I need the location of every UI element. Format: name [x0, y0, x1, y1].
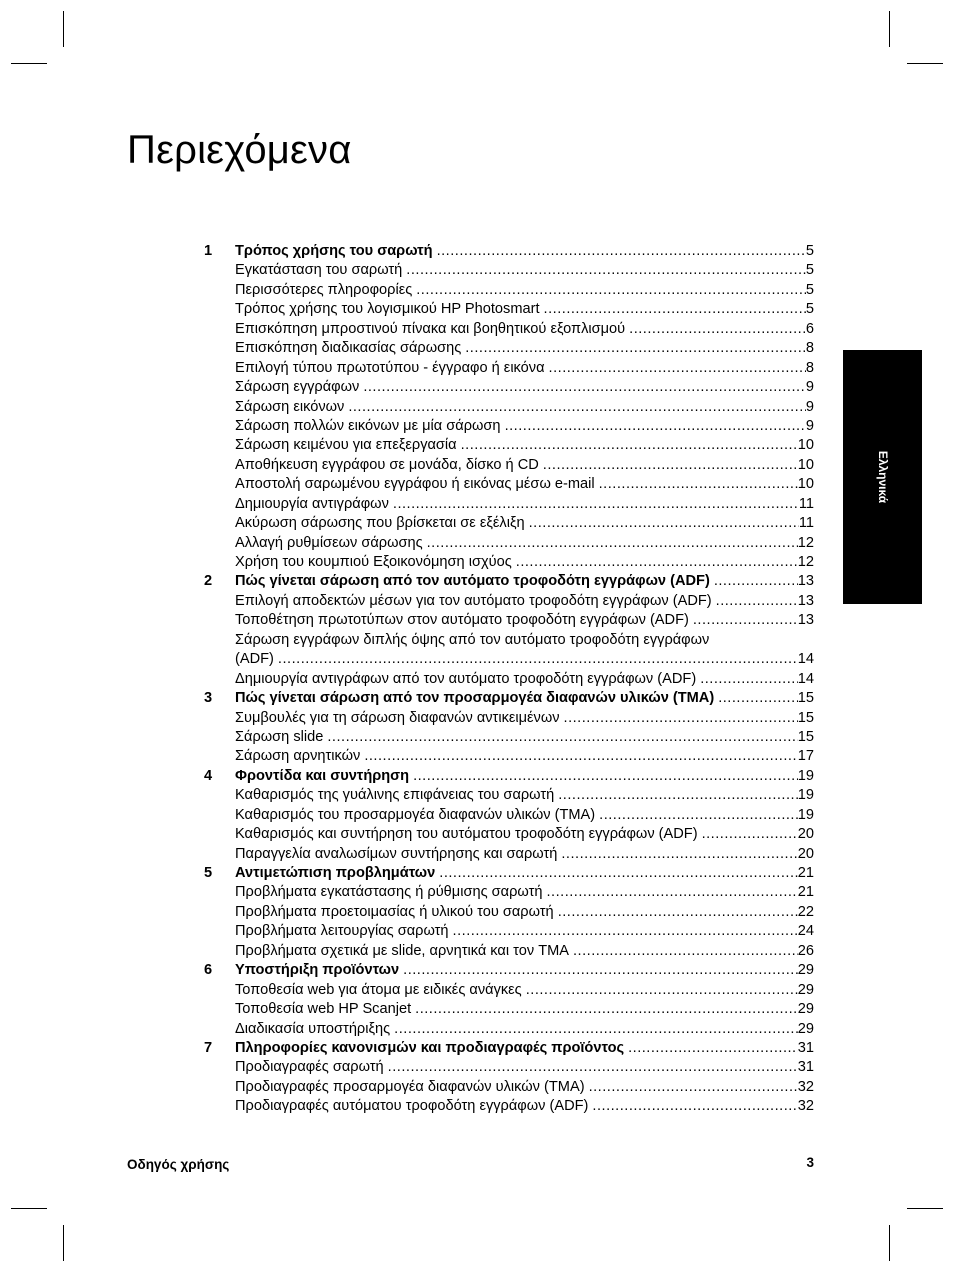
toc-row[interactable] — [204, 670, 814, 689]
toc-entry — [235, 261, 814, 280]
toc-entry-label: Προβλήματα προετοιμασίας ή υλικού του σαρωτή — [235, 903, 554, 920]
toc-entry — [235, 1020, 814, 1039]
toc-entry-label: Επιλογή αποδεκτών μέσων για τον αυτόματο τροφοδότη εγγράφων (ADF) — [235, 592, 712, 609]
toc-entry — [235, 339, 814, 358]
toc-entry — [235, 553, 814, 572]
toc-dot-leader — [712, 592, 798, 611]
toc-chapter-number: 6 — [204, 962, 213, 979]
toc-dot-leader — [542, 883, 797, 902]
toc-entry — [235, 747, 814, 766]
crop-mark — [11, 1208, 47, 1209]
toc-row[interactable] — [204, 320, 814, 339]
toc-page-number: 14 — [797, 670, 814, 687]
toc-entry — [235, 786, 814, 805]
toc-row[interactable] — [204, 631, 814, 650]
toc-page-number: 5 — [805, 243, 814, 259]
toc-entry — [235, 436, 814, 455]
toc-dot-leader — [433, 242, 806, 261]
toc-page-number: 26 — [797, 942, 814, 959]
toc-entry-label: Αποστολή σαρωμένου εγγράφου ή εικόνας μέσω e-mail — [235, 476, 595, 493]
toc-page-number: 20 — [797, 845, 814, 862]
toc-dot-leader — [360, 747, 797, 766]
toc-entry — [235, 242, 814, 261]
toc-entry — [235, 514, 814, 533]
toc-chapter-row[interactable] — [204, 242, 814, 261]
toc-chapter-number: 4 — [204, 767, 213, 784]
toc-row[interactable] — [204, 514, 814, 533]
toc-page-number: 10 — [797, 437, 814, 454]
toc-row[interactable] — [204, 709, 814, 728]
toc-page-number: 22 — [797, 903, 814, 920]
toc-page-number: 19 — [797, 767, 814, 784]
toc-dot-leader — [588, 1097, 797, 1116]
toc-dot-leader — [696, 670, 798, 689]
toc-dot-leader — [323, 728, 797, 747]
toc-entry-label: Φροντίδα και συντήρηση — [235, 767, 410, 784]
toc-page-number: 20 — [797, 826, 814, 843]
toc-entry — [235, 1039, 814, 1058]
toc-row[interactable] — [204, 942, 814, 961]
toc-entry — [235, 631, 814, 650]
toc-page-number: 9 — [805, 417, 814, 434]
toc-entry-label: Σάρωση κειμένου για επεξεργασία — [235, 437, 457, 454]
toc-row[interactable] — [204, 825, 814, 844]
toc-row[interactable] — [204, 903, 814, 922]
toc-entry — [235, 320, 814, 339]
toc-dot-leader — [624, 1039, 798, 1058]
page-title: Περιεχόμενα — [127, 128, 352, 172]
toc-dot-leader — [389, 495, 799, 514]
toc-chapter-number: 1 — [204, 243, 213, 259]
toc-chapter-row[interactable] — [204, 961, 814, 980]
toc-page-number: 29 — [797, 962, 814, 979]
toc-row[interactable] — [204, 359, 814, 378]
toc-row[interactable] — [204, 495, 814, 514]
toc-page-number: 14 — [797, 651, 814, 668]
toc-dot-leader — [457, 436, 798, 455]
toc-entry — [235, 572, 814, 591]
toc-page-number: 9 — [805, 379, 814, 396]
toc-row[interactable] — [204, 747, 814, 766]
toc-entry-label: Τοποθεσία web για άτομα με ειδικές ανάγκες — [235, 981, 522, 998]
toc-page-number: 31 — [797, 1039, 814, 1056]
toc-entry — [235, 942, 814, 961]
language-side-tab-label: Ελληνικά — [875, 450, 890, 504]
toc-entry — [235, 961, 814, 980]
toc-chapter-row[interactable] — [204, 572, 814, 591]
toc-dot-leader — [595, 475, 798, 494]
crop-mark — [907, 1208, 943, 1209]
toc-entry — [235, 709, 814, 728]
toc-dot-leader — [449, 922, 798, 941]
toc-entry-label: Διαδικασία υποστήριξης — [235, 1020, 391, 1037]
toc-entry — [235, 922, 814, 941]
crop-mark — [63, 11, 64, 47]
toc-entry-label: Καθαρισμός της γυάλινης επιφάνειας του σαρωτή — [235, 787, 555, 804]
toc-entry-label: Προβλήματα εγκατάστασης ή ρύθμισης σαρωτή — [235, 884, 543, 901]
toc-page-number: 15 — [797, 709, 814, 726]
toc-page-number: 21 — [797, 865, 814, 881]
toc-page-number: 32 — [797, 1078, 814, 1095]
toc-dot-leader — [539, 456, 798, 475]
toc-chapter-number: 7 — [204, 1039, 213, 1056]
toc-entry-label: Επισκόπηση μπροστινού πίνακα και βοηθητικού εξοπλισμού — [235, 320, 626, 337]
toc-entry-label: Σάρωση εγγράφων — [235, 379, 360, 396]
crop-mark — [63, 1225, 64, 1261]
toc-dot-leader — [525, 514, 799, 533]
toc-dot-leader — [512, 553, 798, 572]
toc-dot-leader — [569, 942, 798, 961]
toc-entry — [235, 359, 814, 378]
toc-chapter-number: 2 — [204, 573, 213, 590]
toc-dot-leader — [554, 903, 798, 922]
footer-document-name: Οδηγός χρήσης — [127, 1157, 230, 1172]
toc-chapter-number: 5 — [204, 865, 213, 881]
footer-page-number: 3 — [806, 1155, 814, 1170]
toc-entry-label: Τοποθέτηση πρωτοτύπων στον αυτόματο τροφοδότη εγγράφων (ADF) — [235, 612, 689, 629]
toc-row[interactable] — [204, 1000, 814, 1019]
toc-page-number: 29 — [797, 981, 814, 998]
toc-row[interactable] — [204, 1020, 814, 1039]
toc-entry-label: Αντιμετώπιση προβλημάτων — [235, 865, 436, 881]
toc-page-number: 12 — [797, 534, 814, 551]
toc-page-number: 15 — [797, 690, 814, 707]
toc-entry-label: Σάρωση εικόνων — [235, 398, 345, 415]
toc-entry-label: Σάρωση αρνητικών — [235, 748, 361, 765]
toc-page-number: 5 — [805, 262, 814, 279]
toc-entry-label: Αποθήκευση εγγράφου σε μονάδα, δίσκο ή CD — [235, 456, 539, 473]
toc-dot-leader — [384, 1058, 798, 1077]
toc-row[interactable] — [204, 806, 814, 825]
toc-entry — [235, 534, 814, 553]
toc-dot-leader — [585, 1078, 798, 1097]
toc-chapter-row[interactable] — [204, 689, 814, 708]
toc-entry — [235, 281, 814, 300]
toc-page-number: 5 — [805, 301, 814, 318]
toc-entry-label: Τρόπος χρήσης του σαρωτή — [235, 243, 433, 259]
toc-chapter-row[interactable] — [204, 864, 814, 883]
toc-entry-label: Σάρωση πολλών εικόνων με μία σάρωση — [235, 417, 501, 434]
toc-page-number: 6 — [805, 320, 814, 337]
toc-entry — [235, 475, 814, 494]
toc-dot-leader — [501, 417, 806, 436]
toc-entry-label: Σάρωση εγγράφων διπλής όψης από τον αυτόματο τροφοδότη εγγράφων — [235, 631, 710, 648]
toc-entry-label: Τοποθεσία web HP Scanjet — [235, 1001, 412, 1018]
toc-page-number: 12 — [797, 554, 814, 570]
toc-dot-leader — [625, 320, 806, 339]
toc-dot-leader — [545, 359, 806, 378]
toc-row[interactable] — [204, 845, 814, 864]
toc-row[interactable] — [204, 592, 814, 611]
toc-row[interactable] — [204, 456, 814, 475]
toc-entry-label: Ακύρωση σάρωσης που βρίσκεται σε εξέλιξη — [235, 515, 525, 532]
toc-entry — [235, 670, 814, 689]
toc-page-number: 29 — [797, 1020, 814, 1037]
crop-mark — [889, 11, 890, 47]
toc-entry-label: Επισκόπηση διαδικασίας σάρωσης — [235, 340, 462, 357]
toc-page-number: 15 — [797, 728, 814, 745]
toc-entry-label: Δημιουργία αντιγράφων — [235, 495, 389, 512]
toc-entry — [235, 592, 814, 611]
toc-dot-leader — [409, 767, 798, 786]
toc-entry-label: Πώς γίνεται σάρωση από τον προσαρμογέα διαφανών υλικών (TMA) — [235, 690, 715, 707]
toc-row[interactable] — [204, 339, 814, 358]
toc-row[interactable] — [204, 650, 814, 669]
toc-page-number: 19 — [797, 806, 814, 823]
toc-row[interactable] — [204, 378, 814, 397]
toc-page-number: 32 — [797, 1098, 814, 1115]
toc-entry-label: Επιλογή τύπου πρωτοτύπου - έγγραφο ή εικόνα — [235, 359, 545, 376]
toc-dot-leader — [399, 961, 798, 980]
toc-entry — [235, 981, 814, 1000]
toc-dot-leader — [423, 534, 798, 553]
toc-dot-leader — [698, 825, 798, 844]
toc-entry-label: (ADF) — [235, 651, 274, 668]
toc-dot-leader — [390, 1020, 798, 1039]
toc-row[interactable] — [204, 261, 814, 280]
toc-page-number: 11 — [798, 515, 814, 532]
toc-page-number: 8 — [805, 340, 814, 357]
toc-entry — [235, 456, 814, 475]
toc-entry-label: Προβλήματα σχετικά με slide, αρνητικά και τον TMA — [235, 942, 569, 959]
toc-dot-leader — [461, 339, 806, 358]
toc-dot-leader — [344, 398, 806, 417]
toc-entry — [235, 845, 814, 864]
toc-entry-label: Προδιαγραφές σαρωτή — [235, 1059, 384, 1076]
toc-dot-leader — [540, 300, 806, 319]
toc-chapter-row[interactable] — [204, 1039, 814, 1058]
toc-page-number: 13 — [797, 612, 814, 629]
toc-entry-label: Υποστήριξη προϊόντων — [235, 962, 400, 979]
toc-entry-label: Πώς γίνεται σάρωση από τον αυτόματο τροφοδότη εγγράφων (ADF) — [235, 573, 710, 590]
toc-page-number: 24 — [797, 923, 814, 940]
toc-page-number: 10 — [797, 456, 814, 473]
toc-page-number: 13 — [797, 573, 814, 590]
toc-entry-label: Περισσότερες πληροφορίες — [235, 281, 413, 298]
toc-entry-label: Παραγγελία αναλωσίμων συντήρησης και σαρωτή — [235, 845, 558, 862]
toc-page-number: 29 — [797, 1001, 814, 1018]
toc-page-number: 9 — [805, 398, 814, 415]
toc-entry-label: Εγκατάσταση του σαρωτή — [235, 262, 403, 279]
toc-dot-leader — [435, 864, 798, 883]
table-of-contents — [204, 242, 814, 1117]
toc-row[interactable] — [204, 1058, 814, 1077]
toc-entry — [235, 611, 814, 630]
toc-entry — [235, 417, 814, 436]
toc-entry-label: Προδιαγραφές αυτόματου τροφοδότη εγγράφων (ADF) — [235, 1098, 589, 1115]
toc-entry — [235, 767, 814, 786]
toc-entry — [235, 903, 814, 922]
toc-row[interactable] — [204, 436, 814, 455]
toc-entry — [235, 495, 814, 514]
toc-entry-label: Καθαρισμός του προσαρμογέα διαφανών υλικών (TMA) — [235, 806, 596, 823]
toc-page-number: 10 — [797, 476, 814, 493]
toc-entry — [235, 806, 814, 825]
toc-entry — [235, 650, 814, 669]
toc-dot-leader — [274, 650, 798, 669]
toc-chapter-row[interactable] — [204, 767, 814, 786]
toc-row[interactable] — [204, 1097, 814, 1116]
toc-entry-label: Τρόπος χρήσης του λογισμικού HP Photosmart — [235, 301, 540, 318]
toc-dot-leader — [411, 1000, 798, 1019]
toc-dot-leader — [522, 981, 798, 1000]
toc-row[interactable] — [204, 786, 814, 805]
toc-entry — [235, 689, 814, 708]
toc-chapter-number: 3 — [204, 690, 213, 707]
toc-page-number: 17 — [797, 748, 814, 765]
toc-page-number: 19 — [797, 787, 814, 804]
toc-entry — [235, 1000, 814, 1019]
toc-row[interactable] — [204, 534, 814, 553]
toc-dot-leader — [560, 709, 798, 728]
toc-row[interactable] — [204, 611, 814, 630]
toc-entry-label: Σάρωση slide — [235, 728, 324, 745]
toc-dot-leader — [412, 281, 806, 300]
toc-row[interactable] — [204, 728, 814, 747]
toc-row[interactable] — [204, 981, 814, 1000]
toc-dot-leader — [554, 786, 798, 805]
toc-entry — [235, 1058, 814, 1077]
crop-mark — [907, 63, 943, 64]
toc-row[interactable] — [204, 398, 814, 417]
toc-entry-label: Δημιουργία αντιγράφων από τον αυτόματο τροφοδότη εγγράφων (ADF) — [235, 670, 697, 687]
toc-page-number: 31 — [797, 1059, 814, 1076]
toc-page-number: 21 — [797, 884, 814, 901]
toc-entry — [235, 728, 814, 747]
toc-entry-label: Προβλήματα λειτουργίας σαρωτή — [235, 923, 449, 940]
toc-entry-label: Χρήση του κουμπιού Εξοικονόμηση ισχύος — [235, 554, 512, 570]
toc-entry-label: Προδιαγραφές προσαρμογέα διαφανών υλικών (TMA) — [235, 1078, 585, 1095]
toc-dot-leader — [714, 689, 798, 708]
toc-row[interactable] — [204, 475, 814, 494]
toc-entry — [235, 864, 814, 883]
toc-entry-label: Καθαρισμός και συντήρηση του αυτόματου τροφοδότη εγγράφων (ADF) — [235, 826, 698, 843]
toc-row[interactable] — [204, 1078, 814, 1097]
toc-page-number: 11 — [798, 495, 814, 512]
toc-entry — [235, 883, 814, 902]
crop-mark — [889, 1225, 890, 1261]
toc-entry — [235, 378, 814, 397]
toc-dot-leader — [710, 572, 798, 591]
toc-dot-leader — [689, 611, 798, 630]
toc-dot-leader — [402, 261, 806, 280]
toc-entry-label: Αλλαγή ρυθμίσεων σάρωσης — [235, 534, 423, 551]
toc-row[interactable] — [204, 300, 814, 319]
toc-entry — [235, 398, 814, 417]
toc-entry-label: Συμβουλές για τη σάρωση διαφανών αντικειμένων — [235, 709, 560, 726]
toc-page-number: 13 — [797, 592, 814, 609]
toc-entry — [235, 825, 814, 844]
toc-page-number: 8 — [805, 359, 814, 376]
toc-dot-leader — [557, 845, 797, 864]
toc-page-number: 5 — [805, 281, 814, 298]
toc-entry — [235, 1097, 814, 1116]
toc-row[interactable] — [204, 922, 814, 941]
toc-row[interactable] — [204, 417, 814, 436]
toc-dot-leader — [595, 806, 798, 825]
toc-entry — [235, 300, 814, 319]
toc-row[interactable] — [204, 553, 814, 572]
toc-entry — [235, 1078, 814, 1097]
toc-row[interactable] — [204, 281, 814, 300]
toc-entry-label: Πληροφορίες κανονισμών και προδιαγραφές προϊόντος — [235, 1039, 625, 1056]
language-side-tab — [843, 350, 922, 604]
toc-row[interactable] — [204, 883, 814, 902]
toc-dot-leader — [359, 378, 806, 397]
crop-mark — [11, 63, 47, 64]
